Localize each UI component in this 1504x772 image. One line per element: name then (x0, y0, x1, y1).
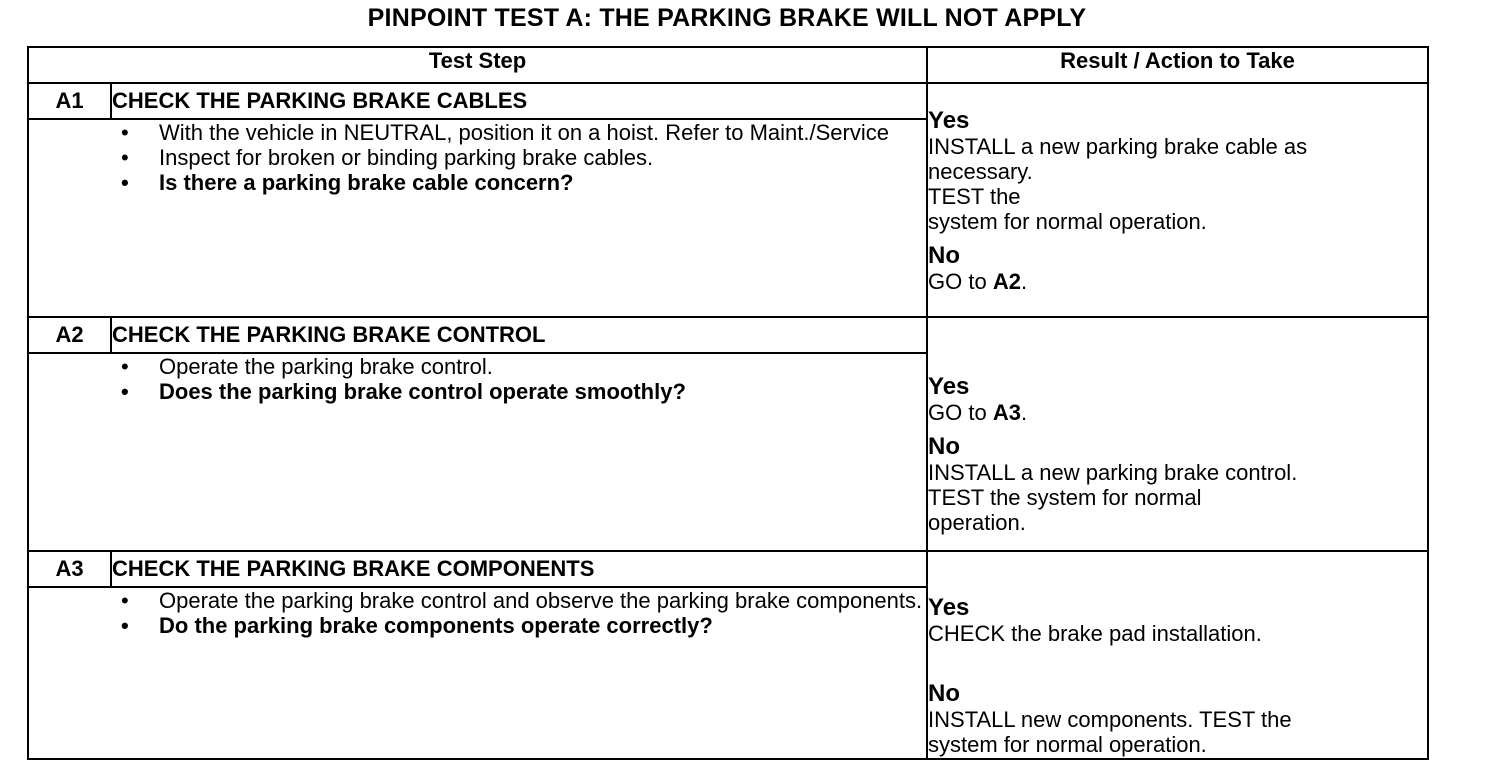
result-cell (927, 83, 1428, 317)
result-cell (927, 551, 1428, 759)
step-name: CHECK THE PARKING BRAKE CABLES (111, 83, 927, 119)
step-title-row (28, 551, 1428, 587)
yes-action-line: system for normal operation. (928, 208, 1207, 234)
no-label: No (928, 679, 961, 707)
step-instructions (111, 587, 927, 759)
test-step-header: Test Step (28, 47, 927, 83)
yes-label: Yes (928, 593, 970, 621)
no-action-line: operation. (928, 510, 1026, 535)
instruction-item: • Operate the parking brake control and observe the parking brake components. (121, 588, 923, 613)
step-id: A3 (28, 551, 111, 587)
question-item: • Does the parking brake control operate smoothly? (121, 379, 686, 404)
yes-action-line: necessary. (928, 158, 1033, 184)
step-title-row (28, 317, 1428, 353)
yes-action-line: GO to A3. (928, 400, 1028, 425)
page-title: PINPOINT TEST A: THE PARKING BRAKE WILL NOT APPLY (367, 4, 1087, 32)
instruction-item: • Inspect for broken or binding parking brake cables. (121, 145, 654, 170)
no-action-line: GO to A2. (928, 268, 1028, 294)
yes-action-line: CHECK the brake pad installation. (928, 620, 1262, 646)
result-header: Result / Action to Take (927, 47, 1428, 83)
bullet-icon: • (121, 145, 129, 170)
no-action-line: INSTALL a new parking brake control. (928, 460, 1298, 485)
step-name: CHECK THE PARKING BRAKE COMPONENTS (111, 551, 927, 587)
step-reference-link: A2 (992, 268, 1021, 294)
step-name: CHECK THE PARKING BRAKE CONTROL (111, 317, 927, 353)
step-reference-link: A3 (992, 400, 1021, 425)
yes-action-line: INSTALL a new parking brake cable as (928, 133, 1308, 159)
bullet-icon: • (121, 170, 129, 195)
instruction-item: • With the vehicle in NEUTRAL, position it on a hoist. Refer to Maint./Service (121, 120, 889, 145)
bullet-icon: • (121, 613, 129, 638)
bullet-icon: • (121, 379, 129, 404)
step-id: A2 (28, 317, 111, 353)
bullet-icon: • (121, 120, 129, 145)
pinpoint-test-table (27, 46, 1429, 760)
yes-label: Yes (928, 373, 970, 400)
step-title-row (28, 83, 1428, 119)
question-item: • Is there a parking brake cable concern? (121, 170, 574, 195)
no-action-line: TEST the system for normal (928, 485, 1202, 510)
yes-label: Yes (928, 106, 970, 134)
step-id: A1 (28, 83, 111, 119)
no-action-line: INSTALL new components. TEST the (928, 706, 1292, 732)
result-cell (927, 317, 1428, 551)
step-instructions (111, 353, 927, 551)
no-label: No (928, 241, 961, 269)
question-item: • Do the parking brake components operate correctly? (121, 613, 713, 638)
bullet-icon: • (121, 354, 129, 379)
no-action-line: system for normal operation. (928, 731, 1207, 757)
bullet-icon: • (121, 588, 129, 613)
step-instructions (111, 119, 927, 317)
no-label: No (928, 433, 961, 460)
instruction-item: • Operate the parking brake control. (121, 354, 493, 379)
yes-action-line: TEST the (928, 183, 1021, 209)
